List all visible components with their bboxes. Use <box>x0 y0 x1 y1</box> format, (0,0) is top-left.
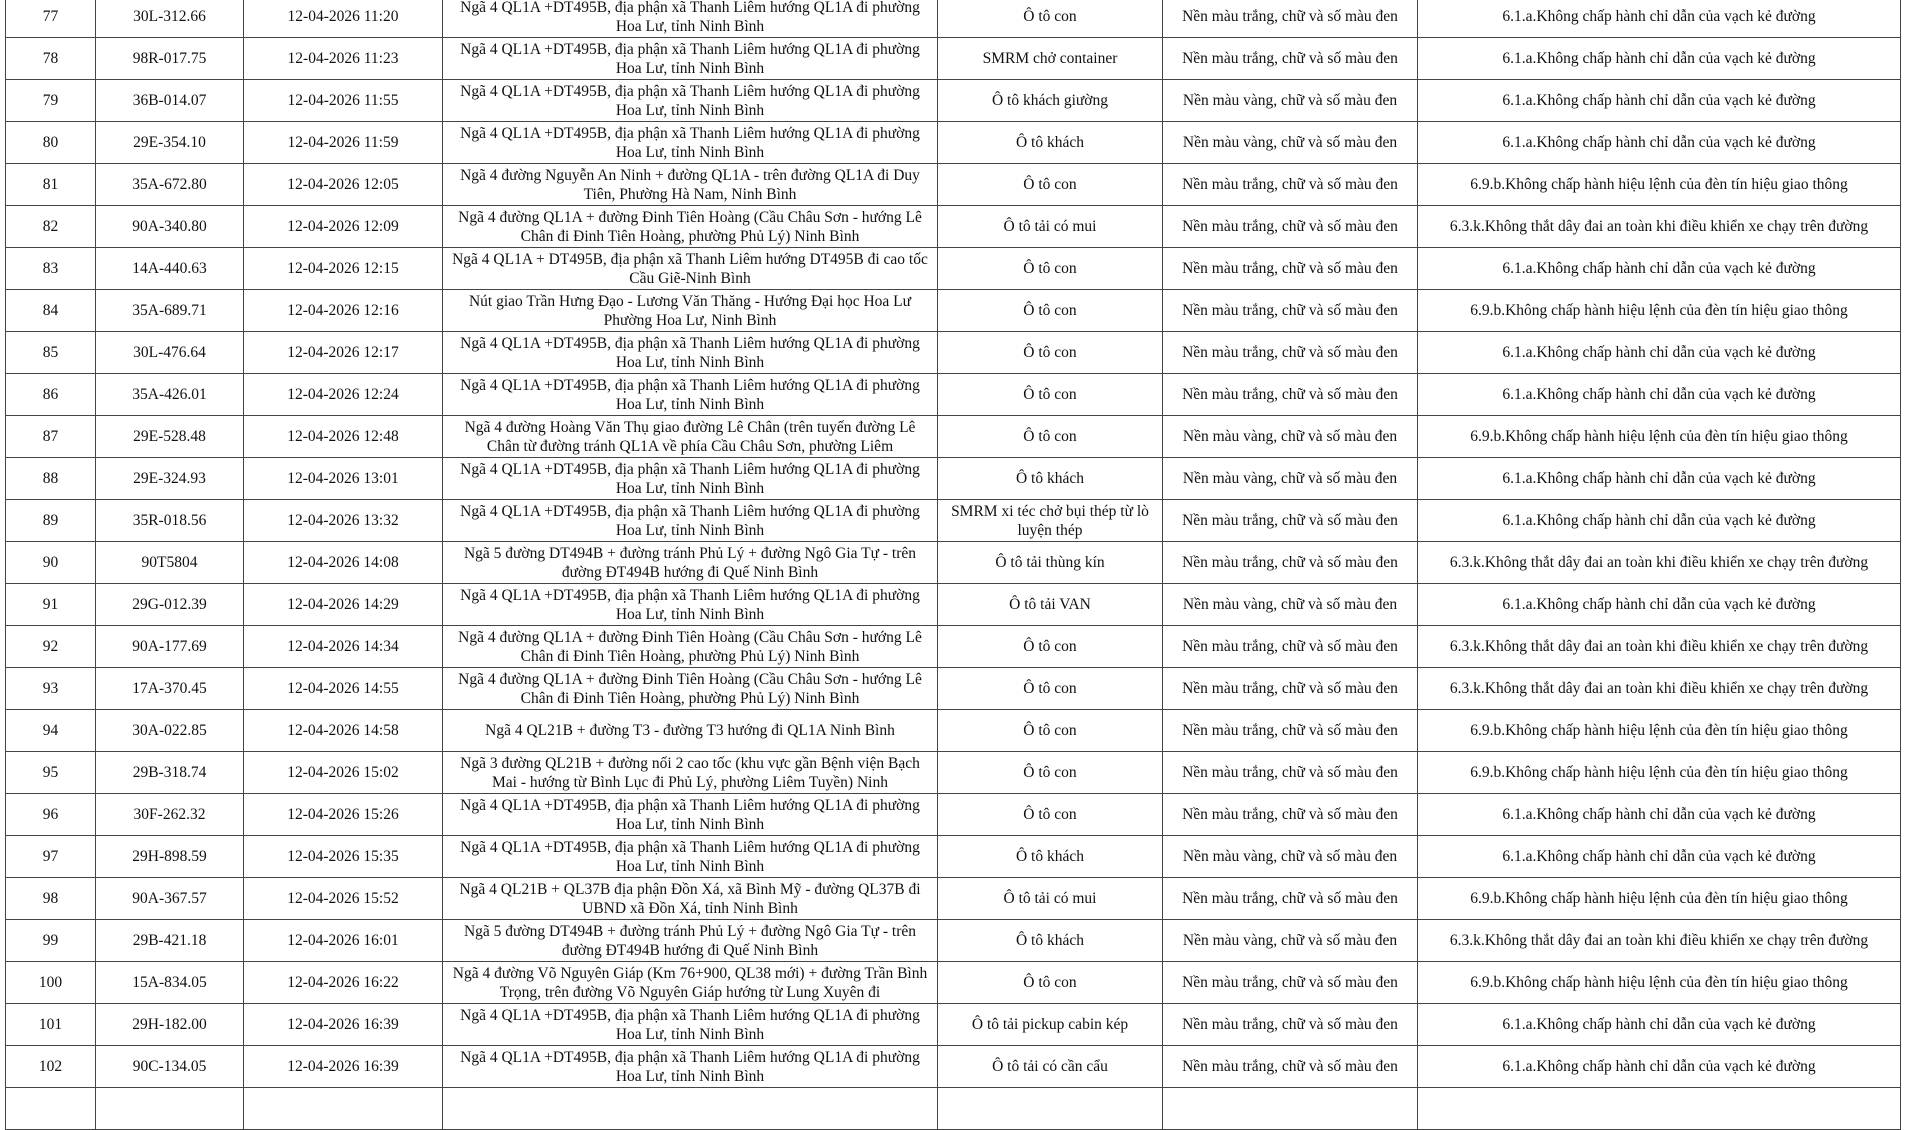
violation-type-cell: 6.3.k.Không thắt dây đai an toàn khi điều khiển xe chạy trên đường <box>1418 920 1901 962</box>
vehicle-type-cell-text: Ô tô tải có cần cẩu <box>992 1058 1108 1075</box>
location-cell <box>443 1088 938 1130</box>
row-number-cell: 86 <box>6 374 96 416</box>
vehicle-type-cell-text: Ô tô khách giường <box>991 92 1109 109</box>
location-cell-text: Ngã 4 QL21B + QL37B địa phận Đồn Xá, xã Bình Mỹ - đường QL37B đi UBND xã Đồn Xá, tỉnh Ninh Bình <box>459 880 921 917</box>
table-row <box>6 794 1901 836</box>
table-row <box>6 584 1901 626</box>
table-row <box>6 374 1901 416</box>
vehicle-type-cell <box>938 38 1163 80</box>
location-cell-text: Ngã 4 QL21B + đường T3 - đường T3 hướng đi QL1A Ninh Bình <box>485 722 895 739</box>
row-number-cell: 81 <box>6 164 96 206</box>
violation-type-cell: 6.3.k.Không thắt dây đai an toàn khi điều khiển xe chạy trên đường <box>1418 206 1901 248</box>
violation-time-cell: 12-04-2026 16:01 <box>244 920 443 962</box>
location-cell <box>443 710 938 752</box>
vehicle-type-cell-text: Ô tô con <box>1023 638 1077 655</box>
location-cell <box>443 668 938 710</box>
location-cell-text: Ngã 4 QL1A +DT495B, địa phận xã Thanh Liêm hướng QL1A đi phường Hoa Lư, tỉnh Ninh Bình <box>460 376 920 413</box>
row-number-cell: 93 <box>6 668 96 710</box>
violation-type-cell: 6.1.a.Không chấp hành chỉ dẫn của vạch kẻ đường <box>1418 374 1901 416</box>
violation-type-cell: 6.9.b.Không chấp hành hiệu lệnh của đèn tín hiệu giao thông <box>1418 416 1901 458</box>
violation-time-cell: 12-04-2026 11:59 <box>244 122 443 164</box>
vehicle-type-cell <box>938 332 1163 374</box>
row-number-cell: 79 <box>6 80 96 122</box>
row-number-cell: 100 <box>6 962 96 1004</box>
license-plate-cell: 29B-318.74 <box>96 752 244 794</box>
violation-time-cell: 12-04-2026 13:32 <box>244 500 443 542</box>
violation-type-cell: 6.9.b.Không chấp hành hiệu lệnh của đèn tín hiệu giao thông <box>1418 962 1901 1004</box>
violation-type-cell: 6.9.b.Không chấp hành hiệu lệnh của đèn tín hiệu giao thông <box>1418 164 1901 206</box>
violation-type-cell <box>1418 1088 1901 1130</box>
license-plate-cell: 90A-367.57 <box>96 878 244 920</box>
license-plate-cell: 29B-421.18 <box>96 920 244 962</box>
row-number-cell <box>6 1088 96 1130</box>
vehicle-type-cell <box>938 206 1163 248</box>
vehicle-type-cell <box>938 962 1163 1004</box>
vehicle-type-cell <box>938 668 1163 710</box>
vehicle-type-cell <box>938 122 1163 164</box>
vehicle-type-cell <box>938 248 1163 290</box>
license-plate-cell: 14A-440.63 <box>96 248 244 290</box>
violation-time-cell: 12-04-2026 11:20 <box>244 0 443 38</box>
location-cell <box>443 584 938 626</box>
plate-color-cell: Nền màu trắng, chữ và số màu đen <box>1163 290 1418 332</box>
location-cell-text: Ngã 4 QL1A +DT495B, địa phận xã Thanh Liêm hướng QL1A đi phường Hoa Lư, tỉnh Ninh Bình <box>460 40 920 77</box>
plate-color-cell: Nền màu trắng, chữ và số màu đen <box>1163 1046 1418 1088</box>
license-plate-cell: 29E-324.93 <box>96 458 244 500</box>
location-cell-text: Ngã 4 QL1A + DT495B, địa phận xã Thanh Liêm hướng DT495B đi cao tốc Cầu Giẽ-Ninh Bình <box>452 250 928 287</box>
plate-color-cell: Nền màu trắng, chữ và số màu đen <box>1163 1004 1418 1046</box>
vehicle-type-cell <box>938 290 1163 332</box>
location-cell <box>443 374 938 416</box>
violation-time-cell: 12-04-2026 12:05 <box>244 164 443 206</box>
violation-type-cell: 6.1.a.Không chấp hành chỉ dẫn của vạch kẻ đường <box>1418 332 1901 374</box>
row-number-cell: 85 <box>6 332 96 374</box>
location-cell-text: Nút giao Trần Hưng Đạo - Lương Văn Thăng - Hướng Đại học Hoa Lư Phường Hoa Lư, Ninh Bình <box>468 292 912 329</box>
plate-color-cell: Nền màu trắng, chữ và số màu đen <box>1163 878 1418 920</box>
location-cell <box>443 80 938 122</box>
location-cell <box>443 794 938 836</box>
vehicle-type-cell <box>938 626 1163 668</box>
vehicle-type-cell-text: Ô tô khách <box>1015 134 1084 151</box>
violation-type-cell: 6.1.a.Không chấp hành chỉ dẫn của vạch kẻ đường <box>1418 1046 1901 1088</box>
table-row <box>6 710 1901 752</box>
location-cell-text: Ngã 4 QL1A +DT495B, địa phận xã Thanh Liêm hướng QL1A đi phường Hoa Lư, tỉnh Ninh Bình <box>460 460 920 497</box>
violation-type-cell: 6.1.a.Không chấp hành chỉ dẫn của vạch kẻ đường <box>1418 584 1901 626</box>
violation-type-cell: 6.1.a.Không chấp hành chỉ dẫn của vạch kẻ đường <box>1418 1004 1901 1046</box>
license-plate-cell: 90A-340.80 <box>96 206 244 248</box>
license-plate-cell: 29H-898.59 <box>96 836 244 878</box>
plate-color-cell: Nền màu trắng, chữ và số màu đen <box>1163 500 1418 542</box>
violation-type-cell: 6.1.a.Không chấp hành chỉ dẫn của vạch kẻ đường <box>1418 458 1901 500</box>
row-number-cell: 94 <box>6 710 96 752</box>
location-cell <box>443 626 938 668</box>
location-cell-text: Ngã 4 QL1A +DT495B, địa phận xã Thanh Liêm hướng QL1A đi phường Hoa Lư, tỉnh Ninh Bình <box>460 796 920 833</box>
location-cell <box>443 458 938 500</box>
table-row <box>6 668 1901 710</box>
row-number-cell: 77 <box>6 0 96 38</box>
vehicle-type-cell-text: Ô tô tải thùng kín <box>995 554 1105 571</box>
vehicle-type-cell <box>938 1004 1163 1046</box>
location-cell <box>443 38 938 80</box>
plate-color-cell: Nền màu trắng, chữ và số màu đen <box>1163 752 1418 794</box>
vehicle-type-cell <box>938 1046 1163 1088</box>
vehicle-type-cell-text: Ô tô con <box>1023 176 1077 193</box>
table-row <box>6 0 1901 38</box>
location-cell-text: Ngã 5 đường DT494B + đường tránh Phủ Lý + đường Ngô Gia Tự - trên đường ĐT494B hướng đi Quế Ninh Bình <box>463 544 917 581</box>
vehicle-type-cell <box>938 794 1163 836</box>
violation-time-cell: 12-04-2026 15:35 <box>244 836 443 878</box>
vehicle-type-cell <box>938 80 1163 122</box>
location-cell-text: Ngã 4 đường QL1A + đường Đinh Tiên Hoàng (Cầu Châu Sơn - hướng Lê Chân đi Đinh Tiên Hoàng, phường Phủ Lý) Ninh Bình <box>458 628 922 665</box>
vehicle-type-cell <box>938 500 1163 542</box>
location-cell <box>443 542 938 584</box>
vehicle-type-cell <box>938 374 1163 416</box>
license-plate-cell: 29E-354.10 <box>96 122 244 164</box>
location-cell <box>443 1046 938 1088</box>
plate-color-cell: Nền màu trắng, chữ và số màu đen <box>1163 542 1418 584</box>
vehicle-type-cell-text: Ô tô con <box>1023 722 1077 739</box>
vehicle-type-cell-text: Ô tô khách <box>1015 848 1084 865</box>
table-row <box>6 122 1901 164</box>
row-number-cell: 80 <box>6 122 96 164</box>
table-row <box>6 248 1901 290</box>
row-number-cell: 99 <box>6 920 96 962</box>
table-row <box>6 38 1901 80</box>
vehicle-type-cell <box>938 584 1163 626</box>
violation-time-cell: 12-04-2026 12:15 <box>244 248 443 290</box>
table-row <box>6 836 1901 878</box>
vehicle-type-cell <box>938 836 1163 878</box>
violation-type-cell: 6.3.k.Không thắt dây đai an toàn khi điều khiển xe chạy trên đường <box>1418 542 1901 584</box>
vehicle-type-cell-text: Ô tô tải VAN <box>1009 596 1091 613</box>
vehicle-type-cell-text: Ô tô con <box>1023 428 1077 445</box>
location-cell <box>443 878 938 920</box>
location-cell-text: Ngã 4 QL1A +DT495B, địa phận xã Thanh Liêm hướng QL1A đi phường Hoa Lư, tỉnh Ninh Bình <box>460 586 920 623</box>
license-plate-cell: 35A-672.80 <box>96 164 244 206</box>
license-plate-cell: 30F-262.32 <box>96 794 244 836</box>
row-number-cell: 89 <box>6 500 96 542</box>
table-row <box>6 1088 1901 1130</box>
location-cell-text: Ngã 5 đường DT494B + đường tránh Phủ Lý + đường Ngô Gia Tự - trên đường ĐT494B hướng đi Quế Ninh Bình <box>463 922 917 959</box>
row-number-cell: 84 <box>6 290 96 332</box>
table-row <box>6 332 1901 374</box>
license-plate-cell: 90A-177.69 <box>96 626 244 668</box>
table-row <box>6 416 1901 458</box>
vehicle-type-cell-text: Ô tô con <box>1023 344 1077 361</box>
plate-color-cell: Nền màu vàng, chữ và số màu đen <box>1163 80 1418 122</box>
license-plate-cell: 36B-014.07 <box>96 80 244 122</box>
plate-color-cell: Nền màu trắng, chữ và số màu đen <box>1163 962 1418 1004</box>
violation-time-cell: 12-04-2026 14:58 <box>244 710 443 752</box>
vehicle-type-cell <box>938 878 1163 920</box>
table-row <box>6 542 1901 584</box>
plate-color-cell: Nền màu trắng, chữ và số màu đen <box>1163 248 1418 290</box>
violation-type-cell: 6.3.k.Không thắt dây đai an toàn khi điều khiển xe chạy trên đường <box>1418 668 1901 710</box>
location-cell-text: Ngã 3 đường QL21B + đường nối 2 cao tốc (khu vực gần Bệnh viện Bạch Mai - hướng từ Bình Lục đi Phủ Lý, phường Liêm Tuyền) Ninh <box>460 754 920 791</box>
plate-color-cell: Nền màu trắng, chữ và số màu đen <box>1163 794 1418 836</box>
plate-color-cell: Nền màu trắng, chữ và số màu đen <box>1163 332 1418 374</box>
plate-color-cell: Nền màu trắng, chữ và số màu đen <box>1163 710 1418 752</box>
location-cell-text: Ngã 4 đường QL1A + đường Đinh Tiên Hoàng (Cầu Châu Sơn - hướng Lê Chân đi Đinh Tiên Hoàng, phường Phủ Lý) Ninh Bình <box>458 208 922 245</box>
violation-type-cell: 6.1.a.Không chấp hành chỉ dẫn của vạch kẻ đường <box>1418 248 1901 290</box>
violation-time-cell: 12-04-2026 15:52 <box>244 878 443 920</box>
violation-type-cell: 6.1.a.Không chấp hành chỉ dẫn của vạch kẻ đường <box>1418 0 1901 38</box>
vehicle-type-cell-text: Ô tô con <box>1023 974 1077 991</box>
violation-type-cell: 6.1.a.Không chấp hành chỉ dẫn của vạch kẻ đường <box>1418 836 1901 878</box>
plate-color-cell: Nền màu trắng, chữ và số màu đen <box>1163 374 1418 416</box>
violation-time-cell: 12-04-2026 16:39 <box>244 1046 443 1088</box>
table-row <box>6 920 1901 962</box>
vehicle-type-cell-text: Ô tô con <box>1023 680 1077 697</box>
vehicle-type-cell <box>938 458 1163 500</box>
location-cell <box>443 752 938 794</box>
table-row <box>6 290 1901 332</box>
violation-type-cell: 6.1.a.Không chấp hành chỉ dẫn của vạch kẻ đường <box>1418 80 1901 122</box>
violation-time-cell: 12-04-2026 14:34 <box>244 626 443 668</box>
row-number-cell: 78 <box>6 38 96 80</box>
row-number-cell: 82 <box>6 206 96 248</box>
plate-color-cell: Nền màu vàng, chữ và số màu đen <box>1163 458 1418 500</box>
vehicle-type-cell-text: Ô tô con <box>1023 806 1077 823</box>
violation-time-cell: 12-04-2026 16:22 <box>244 962 443 1004</box>
plate-color-cell: Nền màu trắng, chữ và số màu đen <box>1163 0 1418 38</box>
row-number-cell: 102 <box>6 1046 96 1088</box>
violation-type-cell: 6.9.b.Không chấp hành hiệu lệnh của đèn tín hiệu giao thông <box>1418 290 1901 332</box>
license-plate-cell: 90T5804 <box>96 542 244 584</box>
location-cell-text: Ngã 4 đường Võ Nguyên Giáp (Km 76+900, QL38 mới) + đường Trần Bình Trọng, trên đường Võ Nguyên Giáp hướng từ Lung Xuyên đi <box>452 964 928 1001</box>
license-plate-cell: 29E-528.48 <box>96 416 244 458</box>
violation-time-cell: 12-04-2026 14:55 <box>244 668 443 710</box>
vehicle-type-cell-text: Ô tô con <box>1023 8 1077 25</box>
violation-time-cell: 12-04-2026 11:23 <box>244 38 443 80</box>
violation-time-cell: 12-04-2026 12:24 <box>244 374 443 416</box>
location-cell-text: Ngã 4 QL1A +DT495B, địa phận xã Thanh Liêm hướng QL1A đi phường Hoa Lư, tỉnh Ninh Bình <box>460 502 920 539</box>
location-cell <box>443 836 938 878</box>
location-cell <box>443 290 938 332</box>
violation-time-cell: 12-04-2026 12:48 <box>244 416 443 458</box>
location-cell-text: Ngã 4 QL1A +DT495B, địa phận xã Thanh Liêm hướng QL1A đi phường Hoa Lư, tỉnh Ninh Bình <box>460 1048 920 1085</box>
license-plate-cell: 98R-017.75 <box>96 38 244 80</box>
violation-time-cell <box>244 1088 443 1130</box>
row-number-cell: 87 <box>6 416 96 458</box>
vehicle-type-cell-text: Ô tô tải pickup cabin kép <box>971 1016 1129 1033</box>
table-row <box>6 1004 1901 1046</box>
row-number-cell: 88 <box>6 458 96 500</box>
violation-time-cell: 12-04-2026 15:26 <box>244 794 443 836</box>
violation-type-cell: 6.1.a.Không chấp hành chỉ dẫn của vạch kẻ đường <box>1418 794 1901 836</box>
license-plate-cell: 35A-426.01 <box>96 374 244 416</box>
location-cell <box>443 248 938 290</box>
plate-color-cell: Nền màu trắng, chữ và số màu đen <box>1163 668 1418 710</box>
violation-time-cell: 12-04-2026 12:16 <box>244 290 443 332</box>
violation-type-cell: 6.9.b.Không chấp hành hiệu lệnh của đèn tín hiệu giao thông <box>1418 752 1901 794</box>
vehicle-type-cell <box>938 1088 1163 1130</box>
row-number-cell: 101 <box>6 1004 96 1046</box>
violation-type-cell: 6.9.b.Không chấp hành hiệu lệnh của đèn tín hiệu giao thông <box>1418 878 1901 920</box>
plate-color-cell: Nền màu vàng, chữ và số màu đen <box>1163 836 1418 878</box>
location-cell-text: Ngã 4 QL1A +DT495B, địa phận xã Thanh Liêm hướng QL1A đi phường Hoa Lư, tỉnh Ninh Bình <box>460 82 920 119</box>
plate-color-cell: Nền màu trắng, chữ và số màu đen <box>1163 38 1418 80</box>
location-cell <box>443 416 938 458</box>
violations-table <box>5 0 1901 1130</box>
violation-time-cell: 12-04-2026 12:17 <box>244 332 443 374</box>
table-row <box>6 164 1901 206</box>
violation-time-cell: 12-04-2026 14:29 <box>244 584 443 626</box>
license-plate-cell: 30A-022.85 <box>96 710 244 752</box>
plate-color-cell: Nền màu trắng, chữ và số màu đen <box>1163 206 1418 248</box>
plate-color-cell: Nền màu vàng, chữ và số màu đen <box>1163 584 1418 626</box>
vehicle-type-cell <box>938 920 1163 962</box>
location-cell <box>443 206 938 248</box>
vehicle-type-cell <box>938 0 1163 38</box>
table-row <box>6 962 1901 1004</box>
vehicle-type-cell-text: SMRM chở container <box>982 50 1118 67</box>
plate-color-cell: Nền màu vàng, chữ và số màu đen <box>1163 920 1418 962</box>
license-plate-cell: 35R-018.56 <box>96 500 244 542</box>
vehicle-type-cell-text: Ô tô con <box>1023 764 1077 781</box>
violation-type-cell: 6.1.a.Không chấp hành chỉ dẫn của vạch kẻ đường <box>1418 38 1901 80</box>
vehicle-type-cell-text: Ô tô con <box>1023 386 1077 403</box>
vehicle-type-cell-text: Ô tô khách <box>1015 470 1084 487</box>
table-row <box>6 878 1901 920</box>
license-plate-cell: 29G-012.39 <box>96 584 244 626</box>
plate-color-cell <box>1163 1088 1418 1130</box>
violation-time-cell: 12-04-2026 13:01 <box>244 458 443 500</box>
plate-color-cell: Nền màu vàng, chữ và số màu đen <box>1163 416 1418 458</box>
plate-color-cell: Nền màu vàng, chữ và số màu đen <box>1163 122 1418 164</box>
license-plate-cell: 30L-312.66 <box>96 0 244 38</box>
location-cell <box>443 962 938 1004</box>
violation-type-cell: 6.9.b.Không chấp hành hiệu lệnh của đèn tín hiệu giao thông <box>1418 710 1901 752</box>
table-row <box>6 458 1901 500</box>
location-cell-text: Ngã 4 đường QL1A + đường Đinh Tiên Hoàng (Cầu Châu Sơn - hướng Lê Chân đi Đinh Tiên Hoàng, phường Phủ Lý) Ninh Bình <box>458 670 922 707</box>
table-row <box>6 752 1901 794</box>
row-number-cell: 92 <box>6 626 96 668</box>
location-cell-text: Ngã 4 QL1A +DT495B, địa phận xã Thanh Liêm hướng QL1A đi phường Hoa Lư, tỉnh Ninh Bình <box>460 0 920 35</box>
row-number-cell: 98 <box>6 878 96 920</box>
table-row <box>6 626 1901 668</box>
vehicle-type-cell-text: Ô tô tải có mui <box>1003 218 1097 235</box>
vehicle-type-cell <box>938 752 1163 794</box>
table-row <box>6 206 1901 248</box>
license-plate-cell <box>96 1088 244 1130</box>
violation-type-cell: 6.1.a.Không chấp hành chỉ dẫn của vạch kẻ đường <box>1418 500 1901 542</box>
row-number-cell: 91 <box>6 584 96 626</box>
violation-type-cell: 6.3.k.Không thắt dây đai an toàn khi điều khiển xe chạy trên đường <box>1418 626 1901 668</box>
row-number-cell: 83 <box>6 248 96 290</box>
table-body <box>6 0 1901 1130</box>
row-number-cell: 96 <box>6 794 96 836</box>
license-plate-cell: 30L-476.64 <box>96 332 244 374</box>
vehicle-type-cell <box>938 164 1163 206</box>
license-plate-cell: 17A-370.45 <box>96 668 244 710</box>
violation-time-cell: 12-04-2026 15:02 <box>244 752 443 794</box>
violation-time-cell: 12-04-2026 11:55 <box>244 80 443 122</box>
location-cell <box>443 332 938 374</box>
license-plate-cell: 35A-689.71 <box>96 290 244 332</box>
row-number-cell: 95 <box>6 752 96 794</box>
table-row <box>6 500 1901 542</box>
plate-color-cell: Nền màu trắng, chữ và số màu đen <box>1163 626 1418 668</box>
vehicle-type-cell <box>938 542 1163 584</box>
vehicle-type-cell-text: SMRM xi téc chở bụi thép từ lò luyện thép <box>951 502 1149 539</box>
location-cell <box>443 122 938 164</box>
vehicle-type-cell <box>938 416 1163 458</box>
vehicle-type-cell-text: Ô tô con <box>1023 260 1077 277</box>
row-number-cell: 90 <box>6 542 96 584</box>
location-cell <box>443 920 938 962</box>
vehicle-type-cell-text: Ô tô con <box>1023 302 1077 319</box>
location-cell <box>443 500 938 542</box>
vehicle-type-cell <box>938 710 1163 752</box>
license-plate-cell: 15A-834.05 <box>96 962 244 1004</box>
location-cell-text: Ngã 4 QL1A +DT495B, địa phận xã Thanh Liêm hướng QL1A đi phường Hoa Lư, tỉnh Ninh Bình <box>460 124 920 161</box>
violation-time-cell: 12-04-2026 12:09 <box>244 206 443 248</box>
violation-type-cell: 6.1.a.Không chấp hành chỉ dẫn của vạch kẻ đường <box>1418 122 1901 164</box>
location-cell-text: Ngã 4 đường Hoàng Văn Thụ giao đường Lê Chân (trên tuyến đường Lê Chân từ đường tránh QL1A về phía Cầu Châu Sơn, phường Liêm <box>464 418 916 455</box>
license-plate-cell: 29H-182.00 <box>96 1004 244 1046</box>
table-row <box>6 1046 1901 1088</box>
license-plate-cell: 90C-134.05 <box>96 1046 244 1088</box>
violation-time-cell: 12-04-2026 16:39 <box>244 1004 443 1046</box>
location-cell-text: Ngã 4 QL1A +DT495B, địa phận xã Thanh Liêm hướng QL1A đi phường Hoa Lư, tỉnh Ninh Bình <box>460 838 920 875</box>
violation-time-cell: 12-04-2026 14:08 <box>244 542 443 584</box>
plate-color-cell: Nền màu trắng, chữ và số màu đen <box>1163 164 1418 206</box>
location-cell <box>443 0 938 38</box>
table-row <box>6 80 1901 122</box>
location-cell-text: Ngã 4 QL1A +DT495B, địa phận xã Thanh Liêm hướng QL1A đi phường Hoa Lư, tỉnh Ninh Bình <box>460 334 920 371</box>
vehicle-type-cell-text: Ô tô khách <box>1015 932 1084 949</box>
location-cell <box>443 164 938 206</box>
vehicle-type-cell-text: Ô tô tải có mui <box>1003 890 1097 907</box>
location-cell <box>443 1004 938 1046</box>
row-number-cell: 97 <box>6 836 96 878</box>
location-cell-text: Ngã 4 đường Nguyễn An Ninh + đường QL1A - trên đường QL1A đi Duy Tiên, Phường Hà Nam, Ninh Bình <box>460 166 920 203</box>
location-cell-text: Ngã 4 QL1A +DT495B, địa phận xã Thanh Liêm hướng QL1A đi phường Hoa Lư, tỉnh Ninh Bình <box>460 1006 920 1043</box>
